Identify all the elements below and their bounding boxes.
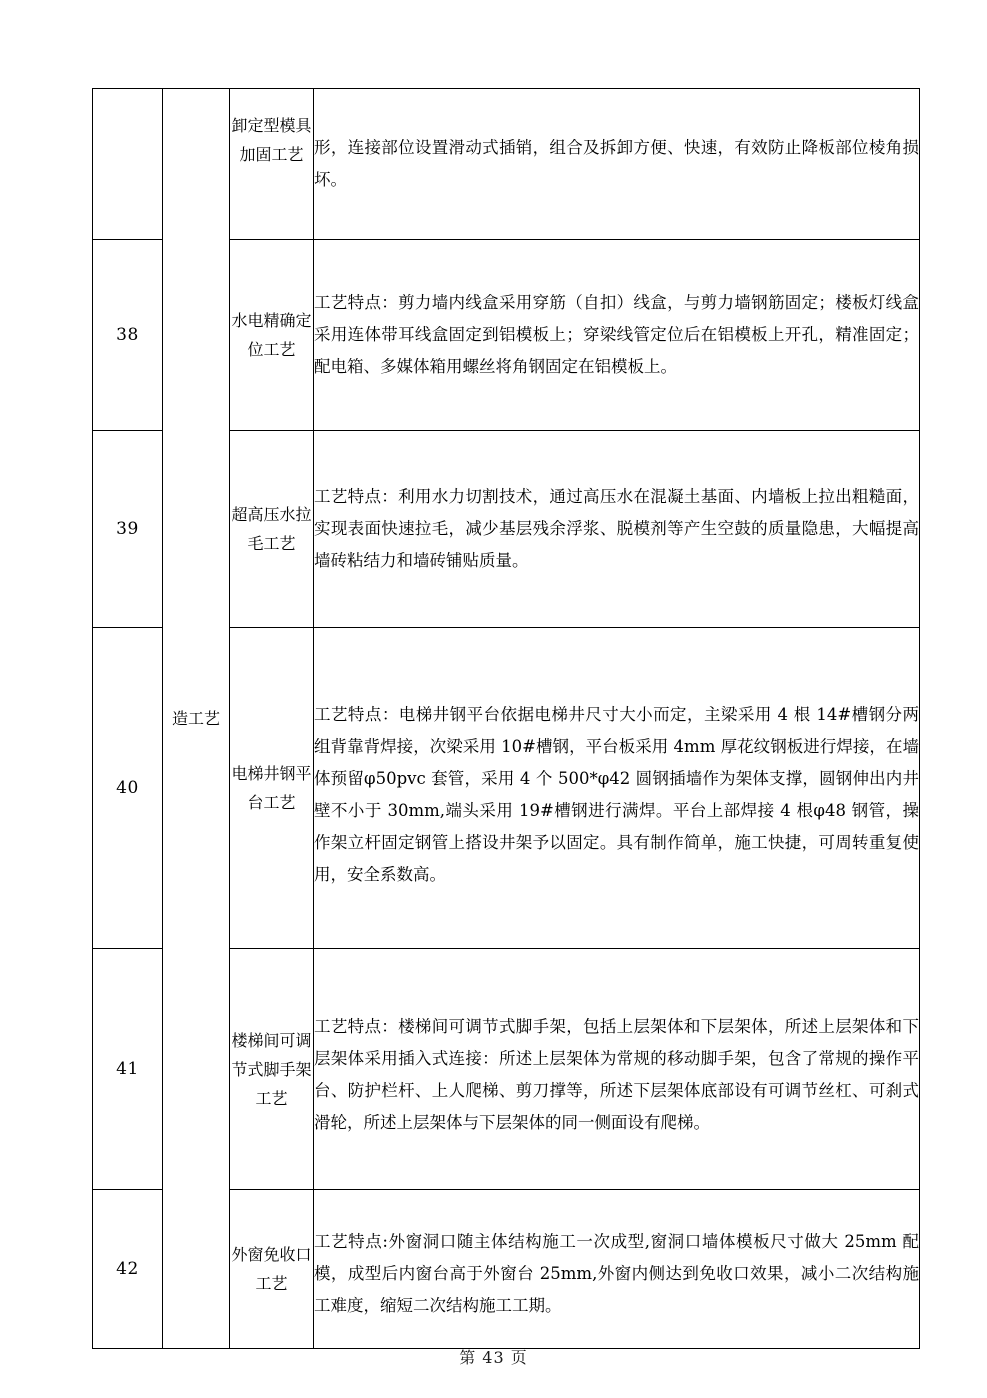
- process-name-cell: 水电精确定位工艺: [230, 240, 314, 431]
- process-desc-cell: 工艺特点：利用水力切割技术，通过高压水在混凝土基面、内墙板上拉出粗糙面，实现表面快速拉毛，减少基层残余浮浆、脱模剂等产生空鼓的质量隐患，大幅提高墙砖粘结力和墙砖铺贴质量。: [314, 431, 920, 628]
- row-number-cell: 38: [93, 240, 163, 431]
- row-number-cell: 40: [93, 628, 163, 949]
- process-desc-cell: 工艺特点:外窗洞口随主体结构施工一次成型,窗洞口墙体模板尺寸做大 25mm 配模，成型后内窗台高于外窗台 25mm,外窗内侧达到免收口效果，减小二次结构施工难度，缩短二次结构施工工期。: [314, 1190, 920, 1349]
- process-desc-cell: 工艺特点：剪力墙内线盒采用穿筋（自扣）线盒，与剪力墙钢筋固定；楼板灯线盒采用连体带耳线盒固定到铝模板上；穿梁线管定位后在铝模板上开孔，精准固定；配电箱、多媒体箱用螺丝将角钢固定在铝模板上。: [314, 240, 920, 431]
- process-name-cell: 卸定型模具加固工艺: [230, 89, 314, 240]
- process-desc-cell: 工艺特点：楼梯间可调节式脚手架，包括上层架体和下层架体，所述上层架体和下层架体采用插入式连接：所述上层架体为常规的移动脚手架，包含了常规的操作平台、防护栏杆、上人爬梯、剪刀撑等，所述下层架体底部设有可调节丝杠、可刹式滑轮，所述上层架体与下层架体的同一侧面设有爬梯。: [314, 949, 920, 1190]
- process-name-cell: 外窗免收口工艺: [230, 1190, 314, 1349]
- process-desc-cell: 形，连接部位设置滑动式插销，组合及拆卸方便、快速，有效防止降板部位棱角损坏。: [314, 89, 920, 240]
- row-number-cell: 39: [93, 431, 163, 628]
- category-cell: 造工艺: [163, 89, 230, 1349]
- process-desc-cell: 工艺特点：电梯井钢平台依据电梯井尺寸大小而定，主梁采用 4 根 14#槽钢分两组背靠背焊接，次梁采用 10#槽钢，平台板采用 4mm 厚花纹钢板进行焊接，在墙体预留φ50pvc 套管，采用 4 个 500*φ42 圆钢插墙作为架体支撑，圆钢伸出内井壁不小于 30mm,端头采用 19#槽钢进行满焊。平台上部焊接 4 根φ48 钢管，操作架立杆固定钢管上搭设井架予以固定。具有制作简单，施工快捷，可周转重复使用，安全系数高。: [314, 628, 920, 949]
- page-footer: 第 43 页: [459, 1348, 528, 1367]
- row-number-cell: 41: [93, 949, 163, 1190]
- process-table: [92, 88, 920, 1349]
- process-name-cell: 楼梯间可调节式脚手架工艺: [230, 949, 314, 1190]
- process-name-cell: 超高压水拉毛工艺: [230, 431, 314, 628]
- row-number-cell: [93, 89, 163, 240]
- process-name-cell: 电梯井钢平台工艺: [230, 628, 314, 949]
- row-number-cell: 42: [93, 1190, 163, 1349]
- table-row: [93, 89, 920, 240]
